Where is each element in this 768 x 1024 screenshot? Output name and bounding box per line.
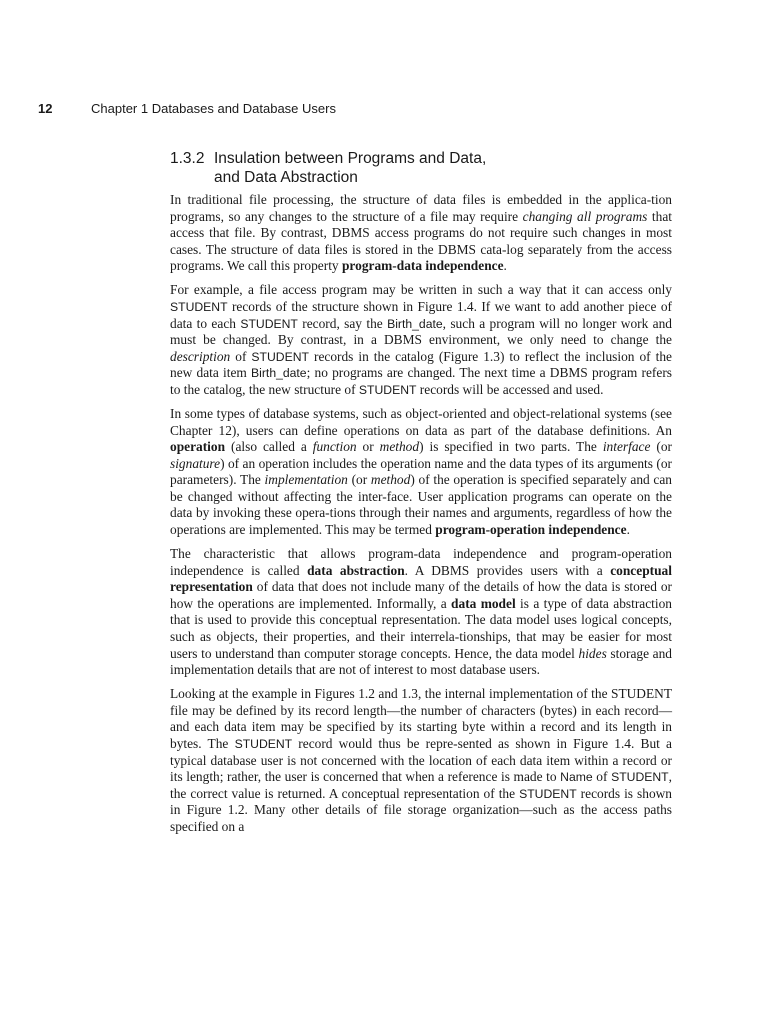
text-run: record, say the bbox=[297, 315, 388, 331]
text-run: record would thus be repre-sented as shown in Figure 1.4. But a typical database user is not concerned with the location of each data item within a record or its length; rather, the user is concerned that when a reference is made to bbox=[170, 735, 672, 785]
text-run: of bbox=[230, 348, 252, 364]
chapter-title: Chapter 1 Databases and Database Users bbox=[91, 101, 336, 116]
italic-term: method bbox=[379, 439, 420, 455]
paragraph bbox=[170, 282, 672, 398]
italic-term: signature bbox=[170, 455, 221, 471]
paragraph bbox=[170, 546, 672, 679]
bold-term: data abstraction bbox=[307, 562, 405, 578]
text-run: or bbox=[356, 439, 380, 455]
schema-name: STUDENT bbox=[611, 770, 669, 785]
text-run: storage and implementation details that are not of interest to most database users. bbox=[170, 645, 672, 678]
text-run: records in the catalog (Figure 1.3) to reflect the inclusion of the new data item bbox=[170, 348, 672, 381]
italic-term: changing all programs bbox=[522, 208, 648, 224]
paragraph bbox=[170, 406, 672, 539]
text-run: that access that file. By contrast, DBMS access programs do not require such changes in most cases. The structure of data files is stored in the DBMS cata-log separately from the access programs. We call this property bbox=[170, 208, 672, 274]
italic-term: method bbox=[370, 472, 411, 488]
bold-term: data model bbox=[451, 595, 516, 611]
schema-name: Birth_date bbox=[387, 316, 443, 331]
text-run: records is shown in Figure 1.2. Many other details of file storage organization—such as the access paths specified on a bbox=[170, 785, 672, 834]
text-run: Looking at the example in Figures 1.2 and 1.3, the internal implementation of the STUDENT file may be defined by its record length—the number of characters (bytes) in each record—and each data item may be specified by its starting byte within a record and its length in bytes. The bbox=[170, 686, 672, 751]
paragraph bbox=[170, 686, 672, 835]
text-run: The characteristic that allows program-data independence and program-operation independence is called bbox=[170, 546, 672, 578]
text-run: of bbox=[592, 769, 612, 785]
section-title-line2: and Data Abstraction bbox=[214, 169, 358, 186]
paragraph bbox=[170, 192, 672, 275]
schema-name: Name bbox=[560, 770, 593, 785]
text-run: For example, a file access program may be written in such a way that it can access only bbox=[170, 282, 672, 298]
italic-term: interface bbox=[602, 439, 651, 455]
schema-name: STUDENT bbox=[234, 736, 293, 751]
text-run: In traditional file processing, the structure of data files is embedded in the applica-tion programs, so any changes to the structure of a file may require bbox=[170, 192, 672, 224]
body-text bbox=[170, 192, 672, 843]
schema-name: STUDENT bbox=[251, 349, 309, 364]
text-run: . bbox=[503, 258, 507, 274]
text-run: (or bbox=[650, 439, 672, 455]
text-run: ) of the operation is specified separately and can be changed without affecting the inter-face. User application programs can operate on the data by invoking these opera-tions through their names and arguments, regardless of how the operations are implemented. This may be termed bbox=[170, 472, 673, 538]
text-run: (also called a bbox=[225, 439, 313, 455]
text-run: ) is specified in two parts. The bbox=[419, 439, 603, 455]
page-number: 12 bbox=[38, 101, 53, 116]
text-run: ; no programs are changed. The next time a DBMS program refers to the catalog, the new structure of bbox=[170, 365, 672, 397]
schema-name: STUDENT bbox=[519, 786, 577, 801]
text-run: records of the structure shown in Figure 1.4. If we want to add another piece of data to each bbox=[170, 298, 672, 331]
section-heading bbox=[170, 149, 650, 187]
italic-term: hides bbox=[578, 645, 607, 661]
text-run: is a type of data abstraction that is used to provide this conceptual representation. The data model uses logical concepts, such as objects, their properties, and their interrela-tionships, that may be easier for most users to understand than computer storage concepts. Hence, the data model bbox=[170, 595, 672, 661]
schema-name: STUDENT bbox=[358, 382, 417, 397]
italic-term: implementation bbox=[264, 472, 348, 488]
schema-name: STUDENT bbox=[170, 299, 228, 314]
bold-term: operation bbox=[170, 439, 226, 455]
text-run: , such a program will no longer work and must be changed. By contrast, in a DBMS environment, we only need to change the bbox=[170, 315, 672, 348]
text-run: ) of an operation includes the operation name and the data types of its arguments (or parameters). The bbox=[170, 455, 672, 488]
section-title-line1: Insulation between Programs and Data, bbox=[214, 150, 487, 167]
text-run: (or bbox=[347, 472, 371, 488]
text-run: In some types of database systems, such as object-oriented and object-relational systems (see Chapter 12), users can define operations on data as part of the database definitions. An bbox=[170, 405, 672, 438]
text-run: of data that does not include many of the details of how the data is stored or how the operations are implemented. Informally, a bbox=[170, 579, 672, 611]
bold-term: conceptual representation bbox=[170, 562, 672, 595]
bold-term: program-operation independence bbox=[435, 522, 627, 538]
section-number: 1.3.2 bbox=[170, 150, 205, 167]
text-run: , the correct value is returned. A conceptual representation of the bbox=[170, 769, 672, 801]
schema-name: Birth_date bbox=[251, 366, 307, 381]
schema-name: STUDENT bbox=[240, 316, 298, 331]
text-run: . A DBMS provides users with a bbox=[404, 562, 611, 578]
bold-term: program-data independence bbox=[341, 258, 504, 274]
running-header bbox=[38, 101, 678, 117]
text-run: . bbox=[626, 522, 630, 538]
italic-term: function bbox=[312, 439, 357, 455]
italic-term: description bbox=[170, 348, 231, 364]
text-run: records will be accessed and used. bbox=[416, 381, 604, 397]
